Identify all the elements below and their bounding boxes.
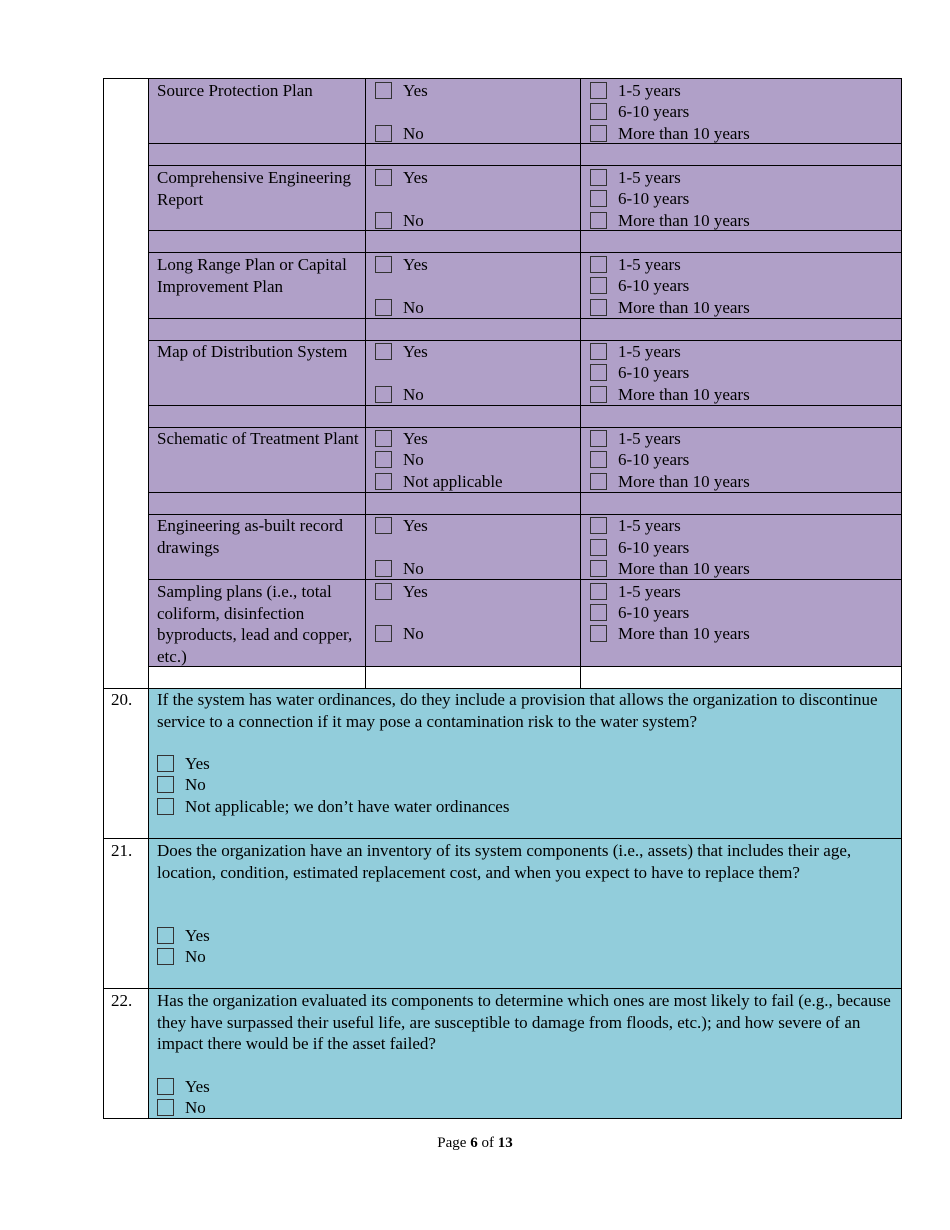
checkbox[interactable]	[375, 299, 392, 316]
footer-of: of	[481, 1135, 494, 1151]
age-option[interactable]: More than 10 years	[590, 623, 750, 645]
checkbox[interactable]	[590, 473, 607, 490]
plans-table-empty-row	[148, 666, 901, 688]
checkbox[interactable]	[157, 927, 174, 944]
plan-label: Long Range Plan or Capital Improvement Plan	[157, 255, 347, 296]
checkbox[interactable]	[157, 1078, 174, 1095]
question-number: 21.	[111, 841, 133, 860]
page-number-current: 6	[470, 1135, 478, 1151]
plan-no-option[interactable]: No	[375, 449, 424, 471]
age-option[interactable]: 1-5 years	[590, 80, 681, 102]
age-option[interactable]: 6-10 years	[590, 362, 689, 384]
checkbox[interactable]	[590, 190, 607, 207]
checkbox[interactable]	[590, 386, 607, 403]
age-option[interactable]: 6-10 years	[590, 537, 689, 559]
checkbox[interactable]	[590, 539, 607, 556]
checkbox[interactable]	[590, 583, 607, 600]
checkbox[interactable]	[590, 256, 607, 273]
age-option[interactable]: 6-10 years	[590, 101, 689, 123]
plan-yes-option[interactable]: Yes	[375, 515, 428, 537]
plan-yes-option[interactable]: Yes	[375, 428, 428, 450]
checkbox[interactable]	[157, 776, 174, 793]
checkbox[interactable]	[590, 560, 607, 577]
checkbox[interactable]	[375, 343, 392, 360]
question-option[interactable]: No	[157, 946, 206, 968]
plan-yes-option[interactable]: Yes	[375, 581, 428, 603]
plan-no-option[interactable]: No	[375, 297, 424, 319]
age-option[interactable]: More than 10 years	[590, 210, 750, 232]
checkbox[interactable]	[590, 364, 607, 381]
plan-no-option[interactable]: No	[375, 558, 424, 580]
question-text: Does the organization have an inventory of its system components (i.e., assets) that includes their age, location, condition, estimated replacement cost, and when you expect to have to replace them?	[157, 841, 852, 882]
checkbox[interactable]	[590, 103, 607, 120]
question-option[interactable]: Yes	[157, 753, 210, 775]
checkbox[interactable]	[590, 82, 607, 99]
plan-no-option[interactable]: No	[375, 123, 424, 145]
age-option[interactable]: 1-5 years	[590, 515, 681, 537]
plan-yes-option[interactable]: Yes	[375, 341, 428, 363]
age-option[interactable]: 1-5 years	[590, 428, 681, 450]
age-option[interactable]: 6-10 years	[590, 188, 689, 210]
checkbox[interactable]	[590, 430, 607, 447]
age-option[interactable]: 1-5 years	[590, 341, 681, 363]
question-text: If the system has water ordinances, do they include a provision that allows the organization to discontinue service to a connection if it may pose a contamination risk to the water system?	[157, 690, 878, 731]
question-option[interactable]: Yes	[157, 1076, 210, 1098]
checkbox[interactable]	[375, 430, 392, 447]
checkbox[interactable]	[375, 386, 392, 403]
checkbox[interactable]	[590, 604, 607, 621]
plan-no-option[interactable]: No	[375, 384, 424, 406]
checkbox[interactable]	[375, 125, 392, 142]
checkbox[interactable]	[375, 451, 392, 468]
age-option[interactable]: 6-10 years	[590, 449, 689, 471]
checkbox[interactable]	[590, 343, 607, 360]
plan-label: Engineering as-built record drawings	[157, 516, 343, 557]
checkbox[interactable]	[590, 125, 607, 142]
checkbox[interactable]	[375, 212, 392, 229]
plan-label: Sampling plans (i.e., total coliform, disinfection byproducts, lead and copper, etc.)	[157, 582, 353, 666]
question-option[interactable]: No	[157, 774, 206, 796]
age-option[interactable]: 1-5 years	[590, 581, 681, 603]
plan-label: Comprehensive Engineering Report	[157, 168, 352, 209]
plan-label: Schematic of Treatment Plant	[157, 429, 359, 448]
age-option[interactable]: More than 10 years	[590, 558, 750, 580]
checkbox[interactable]	[590, 299, 607, 316]
plan-na-option[interactable]: Not applicable	[375, 471, 503, 493]
checkbox[interactable]	[590, 169, 607, 186]
plan-no-option[interactable]: No	[375, 623, 424, 645]
question-option[interactable]: No	[157, 1097, 206, 1119]
footer-prefix: Page	[437, 1135, 467, 1151]
plan-yes-option[interactable]: Yes	[375, 167, 428, 189]
checkbox[interactable]	[157, 755, 174, 772]
checkbox[interactable]	[157, 1099, 174, 1116]
checkbox[interactable]	[375, 82, 392, 99]
age-option[interactable]: More than 10 years	[590, 471, 750, 493]
age-option[interactable]: More than 10 years	[590, 384, 750, 406]
age-option[interactable]: 6-10 years	[590, 275, 689, 297]
checkbox[interactable]	[590, 212, 607, 229]
checkbox[interactable]	[375, 560, 392, 577]
question-number: 22.	[111, 991, 133, 1010]
plan-yes-option[interactable]: Yes	[375, 80, 428, 102]
checkbox[interactable]	[375, 625, 392, 642]
plan-label: Source Protection Plan	[157, 81, 313, 100]
question-option[interactable]: Not applicable; we don’t have water ordinances	[157, 796, 509, 818]
age-option[interactable]: More than 10 years	[590, 123, 750, 145]
plan-yes-option[interactable]: Yes	[375, 254, 428, 276]
plan-no-option[interactable]: No	[375, 210, 424, 232]
checkbox[interactable]	[375, 473, 392, 490]
checkbox[interactable]	[590, 625, 607, 642]
page-number-total: 13	[497, 1135, 513, 1151]
checkbox[interactable]	[375, 583, 392, 600]
age-option[interactable]: 1-5 years	[590, 254, 681, 276]
checkbox[interactable]	[375, 517, 392, 534]
checkbox[interactable]	[590, 451, 607, 468]
age-option[interactable]: 6-10 years	[590, 602, 689, 624]
question-text: Has the organization evaluated its components to determine which ones are most likely to fail (e.g., because they have surpassed their useful life, are susceptible to damage from floods, etc.); and how severe of an impact there would be if the asset failed?	[157, 991, 891, 1053]
checkbox[interactable]	[375, 256, 392, 273]
plan-label: Map of Distribution System	[157, 342, 348, 361]
question-number: 20.	[111, 690, 133, 709]
checkbox[interactable]	[375, 169, 392, 186]
checkbox[interactable]	[590, 517, 607, 534]
age-option[interactable]: 1-5 years	[590, 167, 681, 189]
question-option[interactable]: Yes	[157, 925, 210, 947]
age-option[interactable]: More than 10 years	[590, 297, 750, 319]
checkbox[interactable]	[590, 277, 607, 294]
checkbox[interactable]	[157, 798, 174, 815]
page-footer	[0, 1133, 950, 1155]
checkbox[interactable]	[157, 948, 174, 965]
